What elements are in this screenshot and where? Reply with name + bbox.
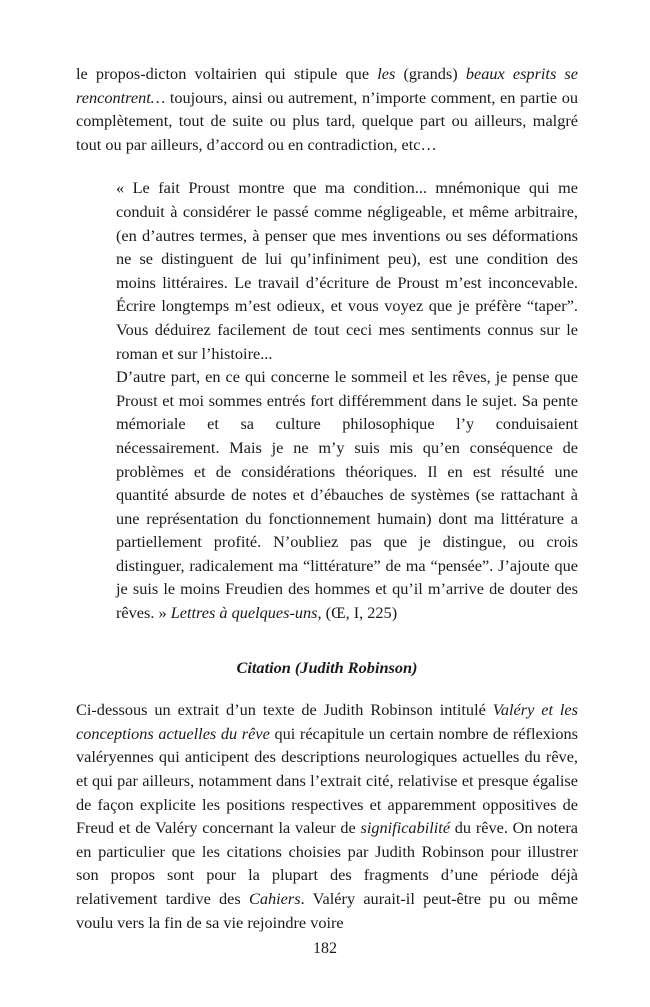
quote-paragraph-1: « Le fait Proust montre que ma condition... mnémonique qui me conduit à considérer le passé comme négligeable, et même arbitraire, (en d’autres termes, à penser que mes inventions ou ses déformations ne se distinguent de lui qu’infiniment peu), est une condition des moins littéraires. Le travail d’écriture de Proust m’est inconcevable. Écrire longtemps m’est odieux, et vous voyez que je préfère “taper”. Vous déduirez facilement de tout ceci mes sentiments connus sur le roman et sur l’histoire...	[116, 178, 578, 363]
text-run: . Valéry aurait-il peut-être pu ou même voulu vers la fin de sa vie rejoindre voire	[76, 889, 579, 932]
page-body	[76, 62, 578, 934]
italic-run: beaux esprits se rencontrent…	[76, 64, 578, 107]
block-quote	[116, 176, 578, 624]
quote-paragraph-2	[116, 365, 578, 625]
text-run: toujours, ainsi ou autrement, n’importe comment, en partie ou complètement, tout de suite ou plus tard, quelque part ou ailleurs, malgré tout ou par ailleurs, d’accord ou en contradiction, etc…	[76, 87, 578, 154]
italic-run: significabilité	[360, 818, 451, 838]
italic-run: Cahiers	[249, 889, 301, 908]
text-run: D’autre part, en ce qui concerne le sommeil et les rêves, je pense que Proust et moi sommes entrés fort différemment dans le sujet. Sa pente mémoriale et sa culture philosophique l’y conduisaient nécessairement. Mais je ne m’y suis mis qu’en conséquence de problèmes et de considérations théoriques. Il en est résulté une quantité absurde de notes et d’ébauches de systèmes (se rattachant à une représentation du fonctionnement humain) dont ma littérature a partiellement profité. N’oubliez pas que je distingue, ou crois distinguer, radicalement ma “littérature” de ma “pensée”. J’ajoute que je suis le moins Freudien des hommes et qu’il m’arrive de douter des rêves. »	[116, 367, 578, 623]
page-number: 182	[313, 940, 337, 957]
italic-run: les	[377, 64, 396, 83]
text-run: qui récapitule un certain nombre de réflexions valéryennes qui anticipent des descriptions neurologiques actuelles du rêve, et qui par ailleurs, notamment dans l’extrait cité, relativise et presque égalise de façon explicite les positions respectives et apparemment oppositives de Freud et de Valéry concernant la valeur de	[76, 723, 579, 838]
italic-run: Lettres à quelques-uns	[170, 603, 318, 623]
section-heading: Citation (Judith Robinson)	[236, 657, 418, 677]
text-run: (grands)	[395, 64, 466, 83]
text-run: Ci-dessous un extrait d’un texte de Judith Robinson intitulé	[76, 700, 493, 720]
opening-paragraph	[76, 62, 578, 156]
text-run: du rêve. On notera en particulier que les citations choisies par Judith Robinson pour illustrer son propos sont pour la plupart des fragments d’une période déjà relativement tardive des	[76, 818, 578, 908]
text-run: , (Œ, I, 225)	[317, 603, 398, 623]
section-paragraph	[76, 698, 578, 934]
italic-run: Valéry et les conceptions actuelles du rêve	[76, 700, 578, 743]
text-run: le propos-dicton voltairien qui stipule que	[76, 64, 378, 83]
